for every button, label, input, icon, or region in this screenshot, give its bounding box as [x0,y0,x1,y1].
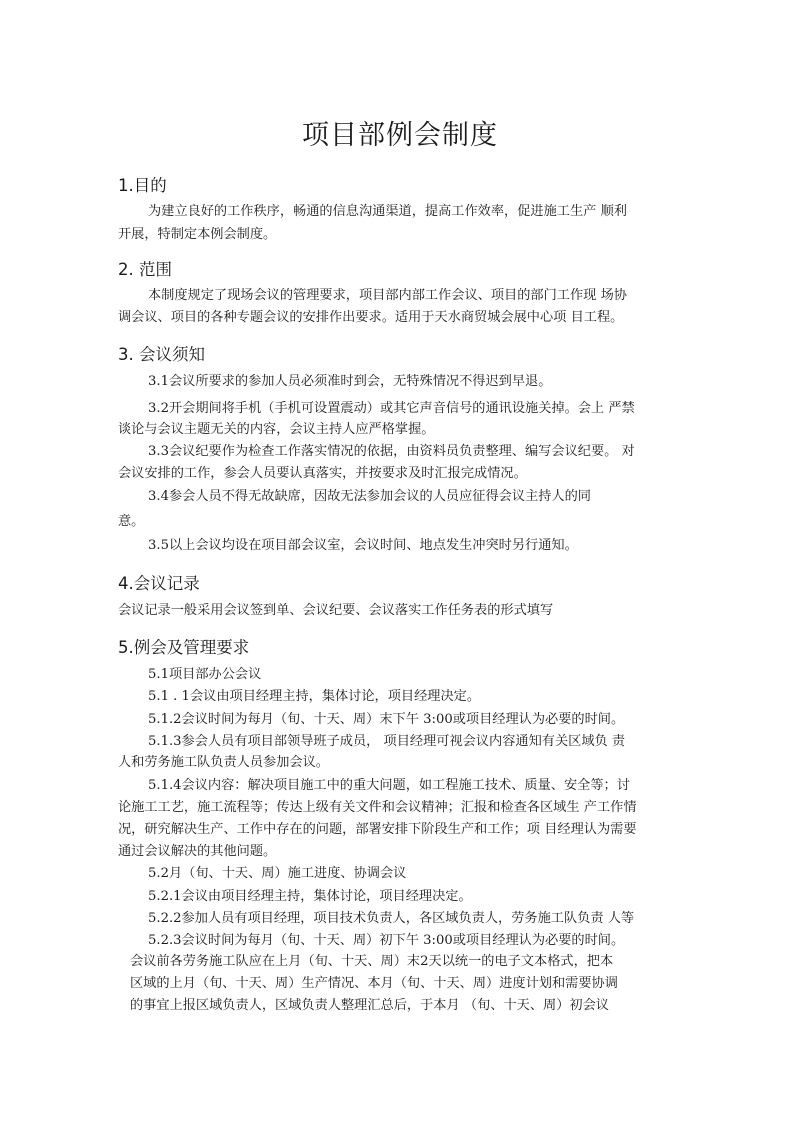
paragraph-line: 调会议、项目的各种专题会议的安排作出要求。适用于天水商贸城会展中心项 目工程。 [118,310,624,325]
paragraph-line: 会议安排的工作，参会人员要认真落实，并按要求及时汇报完成情况。 [118,466,527,481]
paragraph-line: 5.1.4会议内容：解决项目施工中的重大问题，如工程施工技术、质量、安全等；讨 [148,778,630,793]
paragraph-line: 5.1 . 1会议由项目经理主持，集体讨论，项目经理决定。 [148,689,481,704]
section-heading-meeting-record: 4.会议记录 [118,574,200,593]
paragraph-line: 3.5以上会议均设在项目部会议室，会议时间、地点发生冲突时另行通知。 [148,538,578,553]
paragraph-line: 5.1.3参会人员有项目部领导班子成员， 项目经理可视会议内容通知有关区域负 责 [148,734,626,749]
paragraph-line: 为建立良好的工作秩序，畅通的信息沟通渠道，提高工作效率，促进施工生产 顺利 [148,204,627,219]
paragraph-line: 会议前各劳务施工队应在上月（旬、十天、周）末2天以统一的电子文本格式，把本 [130,954,614,969]
section-heading-scope: 2. 范围 [118,260,172,279]
paragraph-line: 区域的上月（旬、十天、周）生产情况、本月（旬、十天、周）进度计划和需要协调 [130,976,618,991]
paragraph-line: 本制度规定了现场会议的管理要求，项目部内部工作会议、项目的部门工作现 场协 [148,288,627,303]
section-heading-meeting-notice: 3. 会议须知 [118,345,205,364]
paragraph-line: 5.2.2参加人员有项目经理，项目技术负责人，各区域负责人，劳务施工队负责 人等 [148,911,635,926]
page-title: 项目部例会制度 [302,120,498,151]
paragraph-line: 通过会议解决的其他问题。 [118,844,277,859]
section-heading-regular-meetings: 5.例会及管理要求 [118,638,250,657]
paragraph-line: 5.1项目部办公会议 [148,667,262,682]
paragraph-line: 的事宜上报区域负责人，区域负责人整理汇总后，于本月 （旬、十天、周）初会议 [130,998,609,1013]
paragraph-line: 会议记录一般采用会议签到单、会议纪要、会议落实工作任务表的形式填写 [118,603,554,618]
paragraph-line: 3.2开会期间将手机（手机可设置震动）或其它声音信号的通讯设施关掉。会上 严禁 [148,401,635,416]
paragraph-line: 论施工工艺，施工流程等；传达上级有关文件和会议精神；汇报和检查各区域生 产工作情 [118,800,637,815]
paragraph-line: 况，研究解决生产、工作中存在的问题，部署安排下阶段生产和工作；项 目经理认为需要 [118,822,637,837]
paragraph-line: 开展，特制定本例会制度。 [118,227,277,242]
paragraph-line: 5.2.1会议由项目经理主持，集体讨论，项目经理决定。 [148,889,472,904]
paragraph-line: 5.1.2会议时间为每月（旬、十天、周）末下午 3:00或项目经理认为必要的时间。 [148,712,625,727]
paragraph-line: 3.1会议所要求的参加人员必须准时到会，无特殊情况不得迟到早退。 [148,374,552,389]
paragraph-line: 3.3会议纪要作为检查工作落实情况的依据，由资料员负责整理、编写会议纪要。 对 [148,444,635,459]
paragraph-line: 谈论与会议主题无关的内容，会议主持人应严格掌握。 [118,422,435,437]
paragraph-line: 5.2.3会议时间为每月（旬、十天、周）初下午 3:00或项目经理认为必要的时间。 [148,933,625,948]
paragraph-line: 3.4参会人员不得无故缺席，因故无法参加会议的人员应征得会议主持人的同 [148,489,591,504]
paragraph-line: 意。 [118,514,145,529]
paragraph-line: 人和劳务施工队负责人员参加会议。 [118,755,329,770]
section-heading-purpose: 1.目的 [118,176,167,195]
paragraph-line: 5.2月（旬、十天、周）施工进度、协调会议 [148,866,407,881]
